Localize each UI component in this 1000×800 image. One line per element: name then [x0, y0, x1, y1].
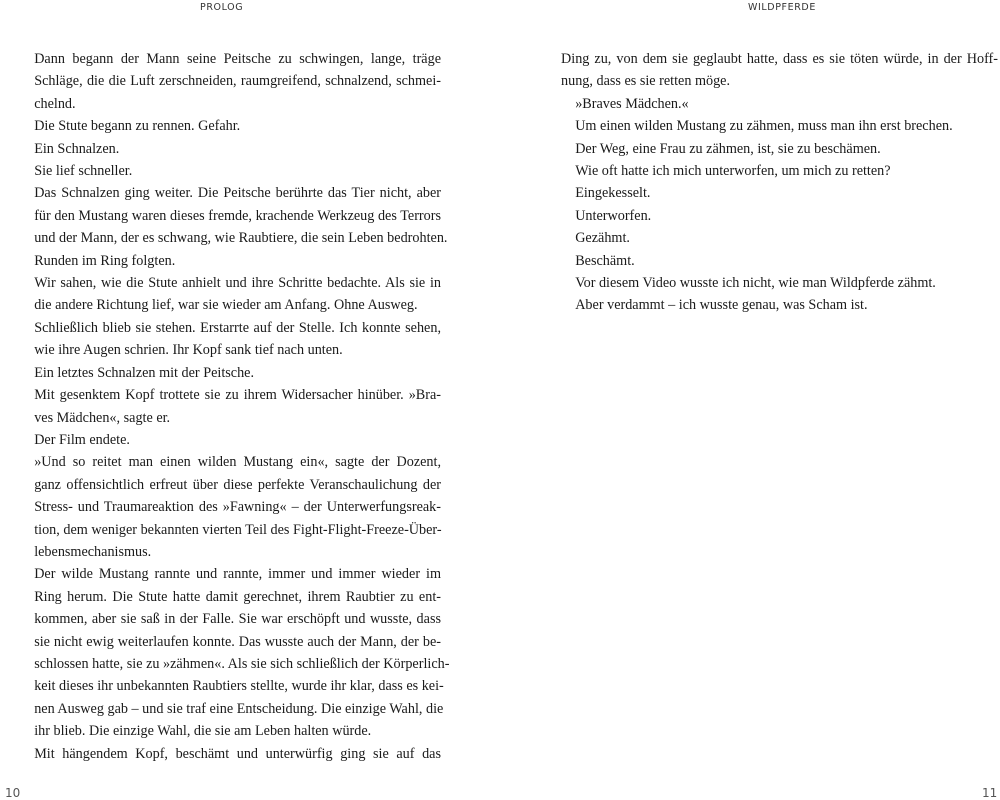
- text-line: Ein Schnalzen.: [34, 140, 120, 157]
- text-line: nen Ausweg gab – und sie traf eine Entscheidung. Die einzige Wahl, die: [34, 700, 444, 717]
- text-line: wie ihre Augen schrien. Ihr Kopf sank tief nach unten.: [34, 342, 343, 359]
- body-text-left: [20, 48, 450, 765]
- page-number-right: 11: [982, 786, 998, 800]
- text-line: kommen, aber sie saß in der Falle. Sie war erschöpft und wusste, dass: [34, 611, 441, 628]
- paragraph: [561, 294, 998, 316]
- text-line: Mit gesenktem Kopf trottete sie zu ihrem Widersacher hinüber. »Bra-: [34, 387, 441, 404]
- paragraph: [561, 227, 998, 249]
- paragraph: [20, 182, 448, 249]
- text-line: »Braves Mädchen.«: [575, 95, 689, 112]
- paragraph: [561, 272, 998, 294]
- text-line: Schläge, die die Luft zerschneiden, raumgreifend, schnalzend, schmei-: [34, 73, 441, 90]
- text-line: Beschämt.: [575, 252, 635, 269]
- text-line: für den Mustang waren dieses fremde, krachende Werkzeug des Terrors: [34, 207, 441, 224]
- text-line: Stress- und Traumareaktion des »Fawning« – der Unterwerfungsreak-: [34, 499, 441, 516]
- text-line: und der Mann, der es schwang, wie Raubtiere, die sein Leben bedrohten.: [34, 230, 448, 247]
- body-text-right: [561, 48, 998, 317]
- paragraph: [20, 138, 441, 160]
- text-line: ves Mädchen«, sagte er.: [34, 409, 171, 426]
- text-line: Der Weg, eine Frau zu zähmen, ist, sie zu beschämen.: [575, 140, 881, 157]
- text-line: Sie lief schneller.: [34, 163, 133, 180]
- text-line: Ein letztes Schnalzen mit der Peitsche.: [34, 364, 255, 381]
- paragraph: [561, 182, 998, 204]
- paragraph: [561, 250, 998, 272]
- text-line: Der wilde Mustang rannte und rannte, immer und immer wieder im: [34, 566, 441, 583]
- paragraph: [20, 250, 441, 272]
- text-line: Wie oft hatte ich mich unterworfen, um mich zu retten?: [575, 163, 891, 180]
- text-line: Aber verdammt – ich wusste genau, was Scham ist.: [575, 297, 868, 314]
- text-line: sie nicht ewig weiterlaufen konnte. Das wusste auch der Mann, der be-: [34, 633, 441, 650]
- text-line: chelnd.: [34, 95, 76, 112]
- paragraph: [20, 563, 450, 742]
- running-head-left: PROLOG: [200, 2, 244, 13]
- paragraph: [561, 205, 998, 227]
- paragraph: [20, 272, 441, 317]
- paragraph: [20, 451, 441, 563]
- text-line: Dann begann der Mann seine Peitsche zu schwingen, lange, träge: [34, 51, 441, 67]
- text-line: Schließlich blieb sie stehen. Erstarrte auf der Stelle. Ich konnte sehen,: [34, 319, 441, 336]
- text-line: Die Stute begann zu rennen. Gefahr.: [34, 118, 241, 135]
- running-head-right: WILDPFERDE: [748, 2, 816, 13]
- text-line: die andere Richtung lief, war sie wieder am Anfang. Ohne Ausweg.: [34, 297, 418, 314]
- text-line: Runden im Ring folgten.: [34, 252, 176, 269]
- paragraph: [20, 362, 441, 384]
- paragraph: [20, 115, 441, 137]
- paragraph: [20, 384, 441, 429]
- text-line: ihr blieb. Die einzige Wahl, die sie am Leben halten würde.: [34, 723, 372, 740]
- paragraph: [561, 160, 998, 182]
- paragraph: [561, 138, 998, 160]
- text-line: nung, dass es sie retten möge.: [561, 73, 731, 90]
- paragraph: [20, 48, 441, 115]
- paragraph: [561, 48, 998, 93]
- paragraph: [20, 317, 441, 362]
- text-line: tion, dem weniger bekannten vierten Teil des Fight-Flight-Freeze-Über-: [34, 521, 442, 538]
- paragraph: [20, 429, 441, 451]
- paragraph: [20, 160, 441, 182]
- text-line: schlossen hatte, sie zu »zähmen«. Als sie sich schließlich der Körperlich-: [34, 655, 450, 672]
- text-line: Mit hängendem Kopf, beschämt und unterwürfig ging sie auf das: [34, 745, 441, 762]
- text-line: Gezähmt.: [575, 230, 630, 247]
- paragraph: [561, 93, 998, 115]
- text-line: keit dieses ihr unbekannten Raubtiers stellte, wurde ihr klar, dass es kei-: [34, 678, 444, 695]
- paragraph: [20, 743, 441, 765]
- paragraph: [561, 115, 998, 137]
- text-line: Um einen wilden Mustang zu zähmen, muss man ihn erst brechen.: [575, 118, 953, 135]
- text-line: Vor diesem Video wusste ich nicht, wie man Wildpferde zähmt.: [575, 275, 936, 292]
- text-line: lebensmechanismus.: [34, 543, 152, 560]
- text-line: Das Schnalzen ging weiter. Die Peitsche berührte das Tier nicht, aber: [34, 185, 441, 202]
- text-line: Unterworfen.: [575, 207, 652, 224]
- page-number-left: 10: [5, 786, 21, 800]
- text-line: Ring herum. Die Stute hatte damit gerechnet, ihrem Raubtier zu ent-: [34, 588, 441, 605]
- text-line: »Und so reitet man einen wilden Mustang ein«, sagte der Dozent,: [34, 454, 441, 471]
- text-line: Der Film endete.: [34, 431, 130, 448]
- text-line: Eingekesselt.: [575, 185, 651, 202]
- text-line: Ding zu, von dem sie geglaubt hatte, dass es sie töten würde, in der Hoff-: [561, 51, 998, 67]
- text-line: ganz offensichtlich erfreut über diese perfekte Veranschaulichung der: [34, 476, 441, 493]
- right-page: [500, 0, 1000, 800]
- text-line: Wir sahen, wie die Stute anhielt und ihre Schritte bedachte. Als sie in: [34, 275, 441, 292]
